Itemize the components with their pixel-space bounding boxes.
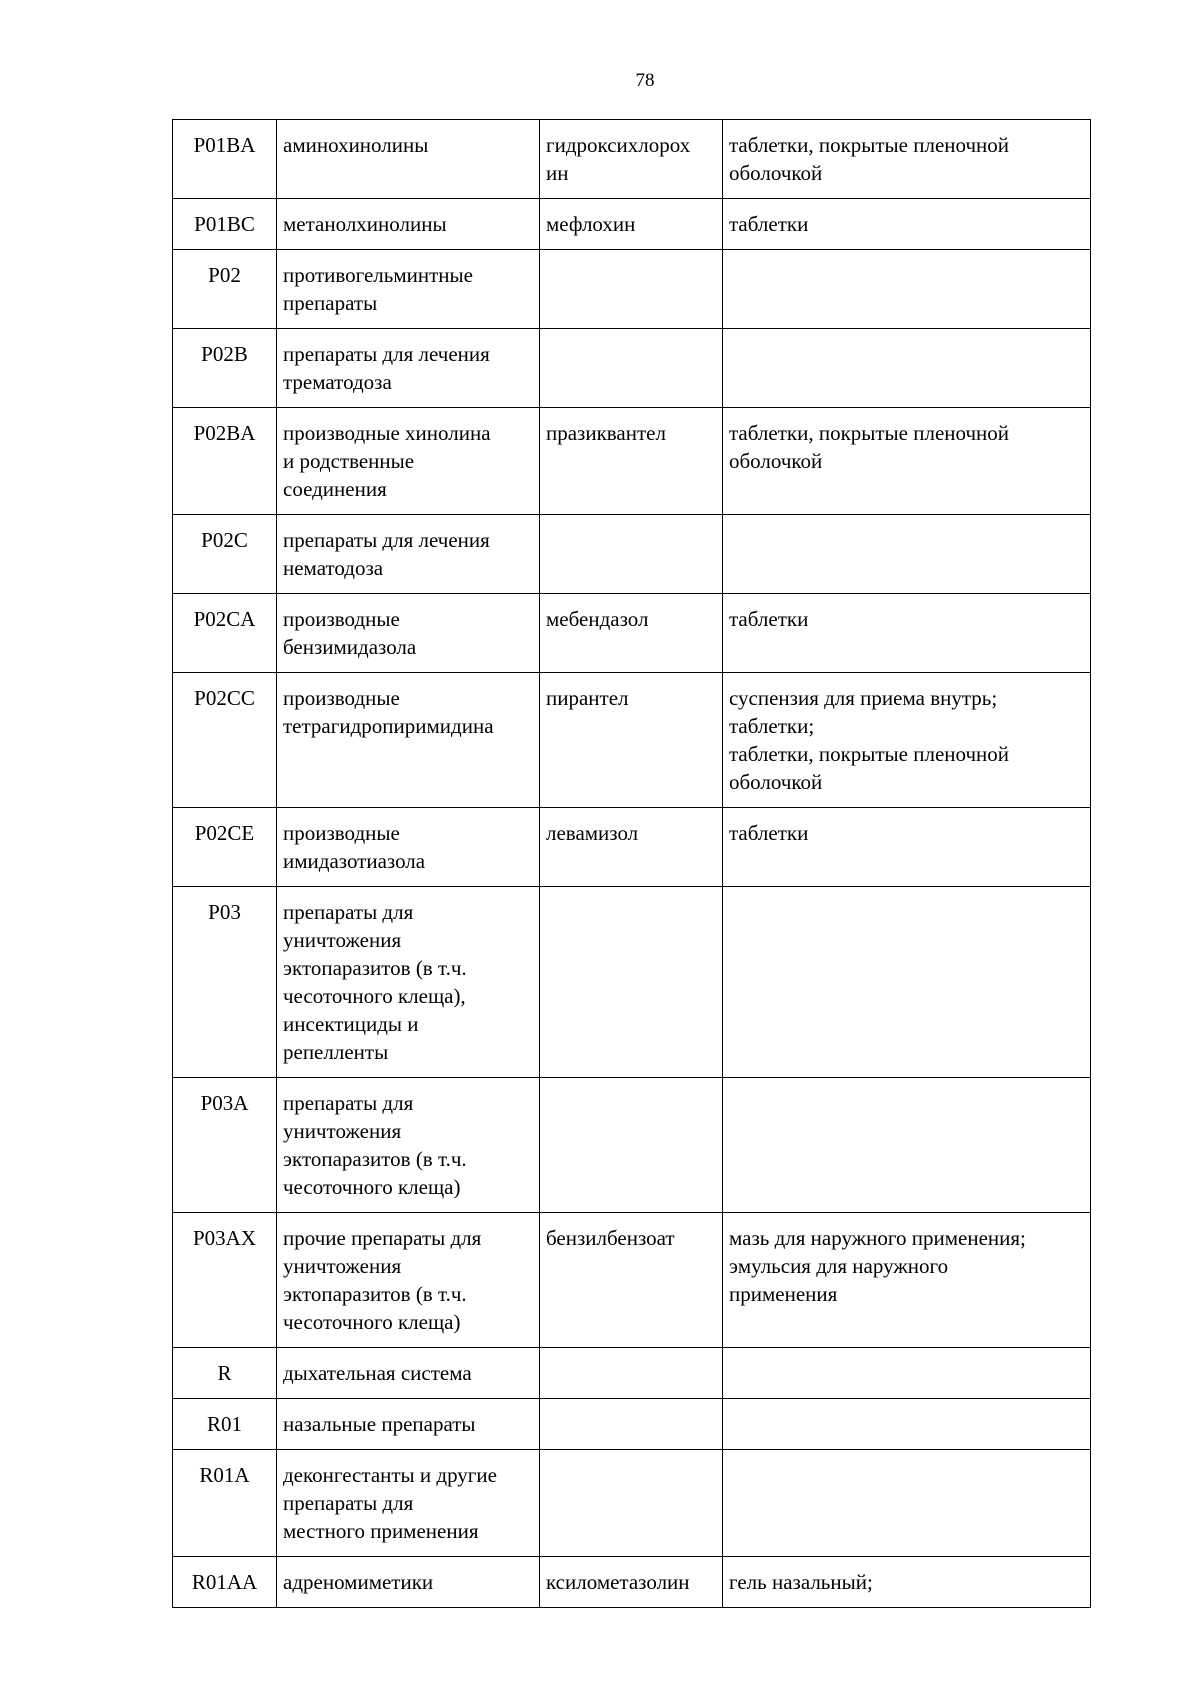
group-line: противогельминтные bbox=[283, 263, 473, 287]
drug-name-cell bbox=[540, 1557, 723, 1608]
drug-line: гидроксихлорох bbox=[546, 133, 691, 157]
form-line: таблетки, покрытые пленочной bbox=[729, 421, 1010, 445]
dosage-forms-cell bbox=[723, 1213, 1091, 1348]
drug-name-cell bbox=[540, 1078, 723, 1213]
drug-line: празиквантел bbox=[546, 421, 666, 445]
atc-code-cell: R01 bbox=[173, 1399, 277, 1450]
form-line: эмульсия для наружного bbox=[729, 1254, 949, 1278]
group-line: чесоточного клеща) bbox=[283, 1175, 461, 1199]
table-row bbox=[173, 408, 1091, 515]
dosage-forms-cell bbox=[723, 199, 1091, 250]
atc-drug-table bbox=[172, 119, 1091, 1608]
form-line: оболочкой bbox=[729, 449, 823, 473]
anatomical-group-cell bbox=[277, 673, 540, 808]
group-line: препараты для bbox=[283, 1491, 414, 1515]
anatomical-group-cell bbox=[277, 408, 540, 515]
group-line: уничтожения bbox=[283, 1119, 402, 1143]
dosage-forms-cell bbox=[723, 673, 1091, 808]
drug-name-cell bbox=[540, 887, 723, 1078]
group-line: чесоточного клеща), bbox=[283, 984, 466, 1008]
form-line: мазь для наружного применения; bbox=[729, 1226, 1026, 1250]
table-row bbox=[173, 199, 1091, 250]
atc-code-cell: P02BA bbox=[173, 408, 277, 515]
atc-code-cell: P02CE bbox=[173, 808, 277, 887]
drug-name-cell bbox=[540, 594, 723, 673]
form-line: таблетки bbox=[729, 212, 809, 236]
table-row bbox=[173, 1348, 1091, 1399]
group-line: препараты для bbox=[283, 900, 414, 924]
anatomical-group-cell bbox=[277, 329, 540, 408]
drug-name-cell bbox=[540, 329, 723, 408]
table-row bbox=[173, 594, 1091, 673]
table-row bbox=[173, 1450, 1091, 1557]
drug-name-cell bbox=[540, 673, 723, 808]
drug-name-cell bbox=[540, 120, 723, 199]
group-line: производные хинолина bbox=[283, 421, 491, 445]
group-line: соединения bbox=[283, 477, 387, 501]
atc-code-cell: P01BA bbox=[173, 120, 277, 199]
anatomical-group-cell bbox=[277, 199, 540, 250]
group-line: бензимидазола bbox=[283, 635, 417, 659]
dosage-forms-cell bbox=[723, 120, 1091, 199]
anatomical-group-cell bbox=[277, 1450, 540, 1557]
form-line: оболочкой bbox=[729, 770, 823, 794]
group-line: производные bbox=[283, 821, 400, 845]
anatomical-group-cell bbox=[277, 808, 540, 887]
group-line: инсектициды и bbox=[283, 1012, 419, 1036]
drug-name-cell bbox=[540, 1450, 723, 1557]
group-line: прочие препараты для bbox=[283, 1226, 482, 1250]
drug-line: мебендазол bbox=[546, 607, 649, 631]
group-line: дыхательная система bbox=[283, 1361, 472, 1385]
drug-name-cell bbox=[540, 408, 723, 515]
group-line: препараты для лечения bbox=[283, 528, 490, 552]
atc-code-cell: P03AX bbox=[173, 1213, 277, 1348]
group-line: чесоточного клеща) bbox=[283, 1310, 461, 1334]
group-line: назальные препараты bbox=[283, 1412, 476, 1436]
group-line: уничтожения bbox=[283, 928, 402, 952]
group-line: и родственные bbox=[283, 449, 415, 473]
dosage-forms-cell bbox=[723, 1450, 1091, 1557]
group-line: препараты bbox=[283, 291, 378, 315]
group-line: эктопаразитов (в т.ч. bbox=[283, 1282, 467, 1306]
form-line: таблетки, покрытые пленочной bbox=[729, 133, 1010, 157]
group-line: эктопаразитов (в т.ч. bbox=[283, 1147, 467, 1171]
drug-name-cell bbox=[540, 1348, 723, 1399]
atc-code-cell: P02 bbox=[173, 250, 277, 329]
atc-code-cell: P03A bbox=[173, 1078, 277, 1213]
group-line: трематодоза bbox=[283, 370, 392, 394]
form-line: таблетки; bbox=[729, 714, 815, 738]
table-row bbox=[173, 673, 1091, 808]
table-row bbox=[173, 515, 1091, 594]
dosage-forms-cell bbox=[723, 1078, 1091, 1213]
drug-name-cell bbox=[540, 808, 723, 887]
anatomical-group-cell bbox=[277, 1078, 540, 1213]
anatomical-group-cell bbox=[277, 1557, 540, 1608]
drug-name-cell bbox=[540, 199, 723, 250]
drug-line: бензилбензоат bbox=[546, 1226, 675, 1250]
dosage-forms-cell bbox=[723, 1348, 1091, 1399]
drug-line: мефлохин bbox=[546, 212, 636, 236]
table-body bbox=[173, 120, 1091, 1608]
group-line: нематодоза bbox=[283, 556, 384, 580]
form-line: гель назальный; bbox=[729, 1570, 873, 1594]
table-row bbox=[173, 329, 1091, 408]
drug-line: пирантел bbox=[546, 686, 629, 710]
table-row bbox=[173, 1213, 1091, 1348]
dosage-forms-cell bbox=[723, 515, 1091, 594]
table-row bbox=[173, 808, 1091, 887]
atc-code-cell: R01A bbox=[173, 1450, 277, 1557]
anatomical-group-cell bbox=[277, 1213, 540, 1348]
drug-name-cell bbox=[540, 515, 723, 594]
atc-code-cell: P02B bbox=[173, 329, 277, 408]
group-line: препараты для bbox=[283, 1091, 414, 1115]
group-line: препараты для лечения bbox=[283, 342, 490, 366]
group-line: метанолхинолины bbox=[283, 212, 447, 236]
anatomical-group-cell bbox=[277, 594, 540, 673]
atc-code-cell: P02CA bbox=[173, 594, 277, 673]
table-row bbox=[173, 120, 1091, 199]
form-line: применения bbox=[729, 1282, 838, 1306]
dosage-forms-cell bbox=[723, 408, 1091, 515]
atc-code-cell: R01AA bbox=[173, 1557, 277, 1608]
drug-name-cell bbox=[540, 250, 723, 329]
dosage-forms-cell bbox=[723, 808, 1091, 887]
form-line: таблетки, покрытые пленочной bbox=[729, 742, 1010, 766]
dosage-forms-cell bbox=[723, 887, 1091, 1078]
drug-name-cell bbox=[540, 1399, 723, 1450]
group-line: уничтожения bbox=[283, 1254, 402, 1278]
anatomical-group-cell bbox=[277, 887, 540, 1078]
drug-line: левамизол bbox=[546, 821, 639, 845]
group-line: деконгестанты и другие bbox=[283, 1463, 497, 1487]
dosage-forms-cell bbox=[723, 594, 1091, 673]
drug-name-cell bbox=[540, 1213, 723, 1348]
dosage-forms-cell bbox=[723, 1557, 1091, 1608]
anatomical-group-cell bbox=[277, 1348, 540, 1399]
dosage-forms-cell bbox=[723, 329, 1091, 408]
group-line: адреномиметики bbox=[283, 1570, 434, 1594]
form-line: таблетки bbox=[729, 607, 809, 631]
form-line: оболочкой bbox=[729, 161, 823, 185]
drug-line: ксилометазолин bbox=[546, 1570, 690, 1594]
table-row bbox=[173, 1078, 1091, 1213]
group-line: производные bbox=[283, 607, 400, 631]
group-line: эктопаразитов (в т.ч. bbox=[283, 956, 467, 980]
atc-code-cell: P01BC bbox=[173, 199, 277, 250]
table-row bbox=[173, 1557, 1091, 1608]
drug-line: ин bbox=[546, 161, 569, 185]
atc-code-cell: P03 bbox=[173, 887, 277, 1078]
group-line: имидазотиазола bbox=[283, 849, 426, 873]
atc-code-cell: R bbox=[173, 1348, 277, 1399]
anatomical-group-cell bbox=[277, 250, 540, 329]
dosage-forms-cell bbox=[723, 250, 1091, 329]
group-line: местного применения bbox=[283, 1519, 479, 1543]
anatomical-group-cell bbox=[277, 515, 540, 594]
group-line: производные bbox=[283, 686, 400, 710]
group-line: репелленты bbox=[283, 1040, 389, 1064]
dosage-forms-cell bbox=[723, 1399, 1091, 1450]
group-line: тетрагидропиримидина bbox=[283, 714, 494, 738]
anatomical-group-cell bbox=[277, 120, 540, 199]
table-row bbox=[173, 1399, 1091, 1450]
table-row bbox=[173, 887, 1091, 1078]
atc-code-cell: P02CC bbox=[173, 673, 277, 808]
group-line: аминохинолины bbox=[283, 133, 429, 157]
anatomical-group-cell bbox=[277, 1399, 540, 1450]
form-line: таблетки bbox=[729, 821, 809, 845]
atc-code-cell: P02C bbox=[173, 515, 277, 594]
form-line: суспензия для приема внутрь; bbox=[729, 686, 998, 710]
table-row bbox=[173, 250, 1091, 329]
page-number: 78 bbox=[635, 70, 655, 91]
